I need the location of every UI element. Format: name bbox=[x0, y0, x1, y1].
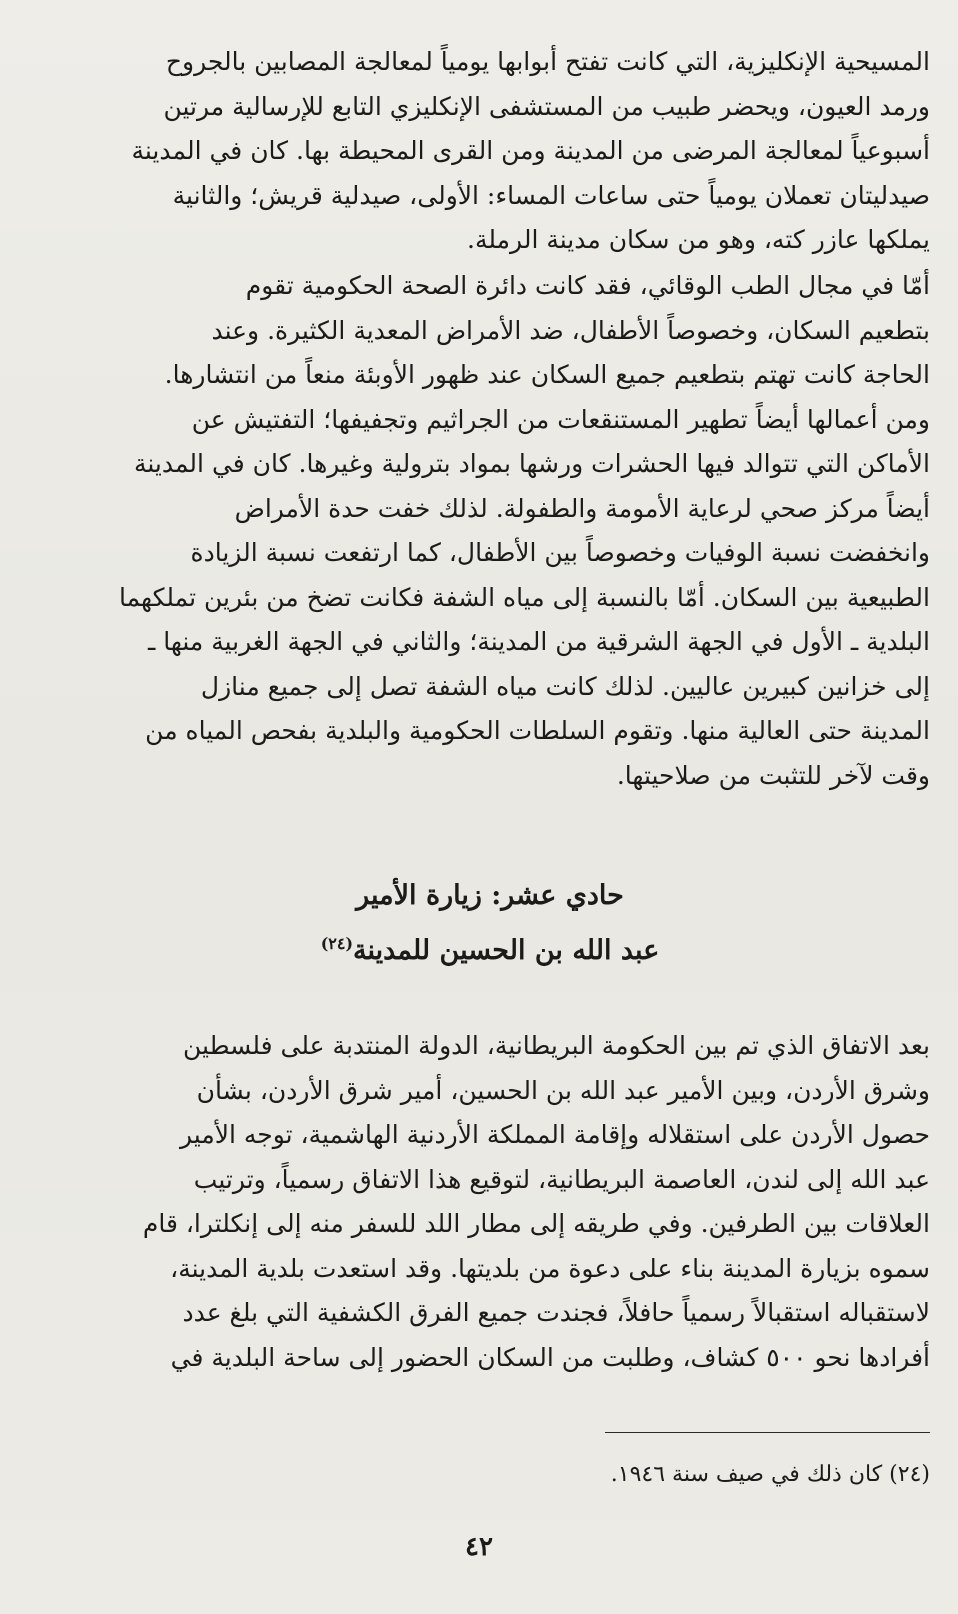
section-heading-line-2 bbox=[50, 934, 930, 966]
text-line: يملكها عازر كته، وهو من سكان مدينة الرملة. bbox=[467, 225, 930, 254]
section-heading-line-1: حادي عشر: زيارة الأمير bbox=[356, 880, 624, 911]
text-line: ومن أعمالها أيضاً تطهير المستنقعات من الجراثيم وتجفيفها؛ التفتيش عن bbox=[191, 404, 930, 434]
text-line: الأماكن التي تتوالد فيها الحشرات ورشها بمواد بترولية وغيرها. كان في المدينة bbox=[133, 449, 930, 478]
text-line: العلاقات بين الطرفين. وفي طريقه إلى مطار اللد للسفر منه إلى إنكلترا، قام bbox=[142, 1209, 930, 1238]
text-line: أسبوعياً لمعالجة المرضى من المدينة ومن القرى المحيطة بها. كان في المدينة bbox=[131, 136, 930, 165]
text-line: سموه بزيارة المدينة بناء على دعوة من بلديتها. وقد استعدت بلدية المدينة، bbox=[170, 1253, 930, 1283]
text-line: بعد الاتفاق الذي تم بين الحكومة البريطانية، الدولة المنتدبة على فلسطين bbox=[183, 1031, 930, 1060]
text-line: الحاجة كانت تهتم بتطعيم جميع السكان عند ظهور الأوبئة منعاً من انتشارها. bbox=[164, 360, 930, 389]
page-number: ٤٢ bbox=[465, 1532, 493, 1562]
paragraph-2 bbox=[50, 264, 930, 798]
text-line: المدينة حتى العالية منها. وتقوم السلطات الحكومية والبلدية بفحص المياه من bbox=[145, 716, 930, 745]
text-line: وانخفضت نسبة الوفيات وخصوصاً بين الأطفال، كما ارتفعت نسبة الزيادة bbox=[190, 538, 930, 567]
text-line: المسيحية الإنكليزية، التي كانت تفتح أبوابها يومياً لمعالجة المصابين بالجروح bbox=[165, 47, 930, 76]
section-heading-text: عبد الله بن الحسين للمدينة bbox=[353, 935, 660, 966]
footnote-divider bbox=[605, 1432, 930, 1433]
text-line: إلى خزانين كبيرين عاليين. لذلك كانت مياه الشفة تصل إلى جميع منازل bbox=[200, 671, 930, 701]
text-line: صيدليتان تعملان يومياً حتى ساعات المساء: الأولى، صيدلية قريش؛ والثانية bbox=[172, 180, 930, 210]
text-line: أيضاً مركز صحي لرعاية الأمومة والطفولة. لذلك خفت حدة الأمراض bbox=[234, 493, 930, 523]
text-line: عبد الله إلى لندن، العاصمة البريطانية، لتوقيع هذا الاتفاق رسمياً، وترتيب bbox=[193, 1164, 930, 1194]
text-line: حصول الأردن على استقلاله وإقامة المملكة الأردنية الهاشمية، توجه الأمير bbox=[180, 1120, 930, 1149]
text-line: لاستقباله استقبالاً رسمياً حافلاً، فجندت جميع الفرق الكشفية التي بلغ عدد bbox=[182, 1298, 930, 1327]
paragraph-1 bbox=[50, 40, 930, 263]
footnote: (٢٤) كان ذلك في صيف سنة ١٩٤٦. bbox=[610, 1462, 930, 1487]
text-line: ورمد العيون، ويحضر طبيب من المستشفى الإنكليزي التابع للإرسالية مرتين bbox=[163, 91, 930, 121]
footnote-marker: (٢٤) bbox=[320, 934, 354, 953]
text-line: البلدية ـ الأول في الجهة الشرقية من المدينة؛ والثاني في الجهة الغربية منها ـ bbox=[147, 627, 930, 656]
text-line: الطبيعية بين السكان. أمّا بالنسبة إلى مياه الشفة فكانت تضخ من بئرين تملكهما bbox=[118, 582, 930, 612]
text-line: أمّا في مجال الطب الوقائي، فقد كانت دائرة الصحة الحكومية تقوم bbox=[245, 271, 930, 300]
text-line: أفرادها نحو ٥٠٠ كشاف، وطلبت من السكان الحضور إلى ساحة البلدية في bbox=[170, 1342, 930, 1372]
text-line: وقت لآخر للتثبت من صلاحيتها. bbox=[616, 760, 930, 790]
text-line: بتطعيم السكان، وخصوصاً الأطفال، ضد الأمراض المعدية الكثيرة. وعند bbox=[211, 315, 930, 345]
text-line: وشرق الأردن، وبين الأمير عبد الله بن الحسين، أمير شرق الأردن، بشأن bbox=[196, 1075, 930, 1105]
paragraph-3 bbox=[50, 1024, 930, 1380]
